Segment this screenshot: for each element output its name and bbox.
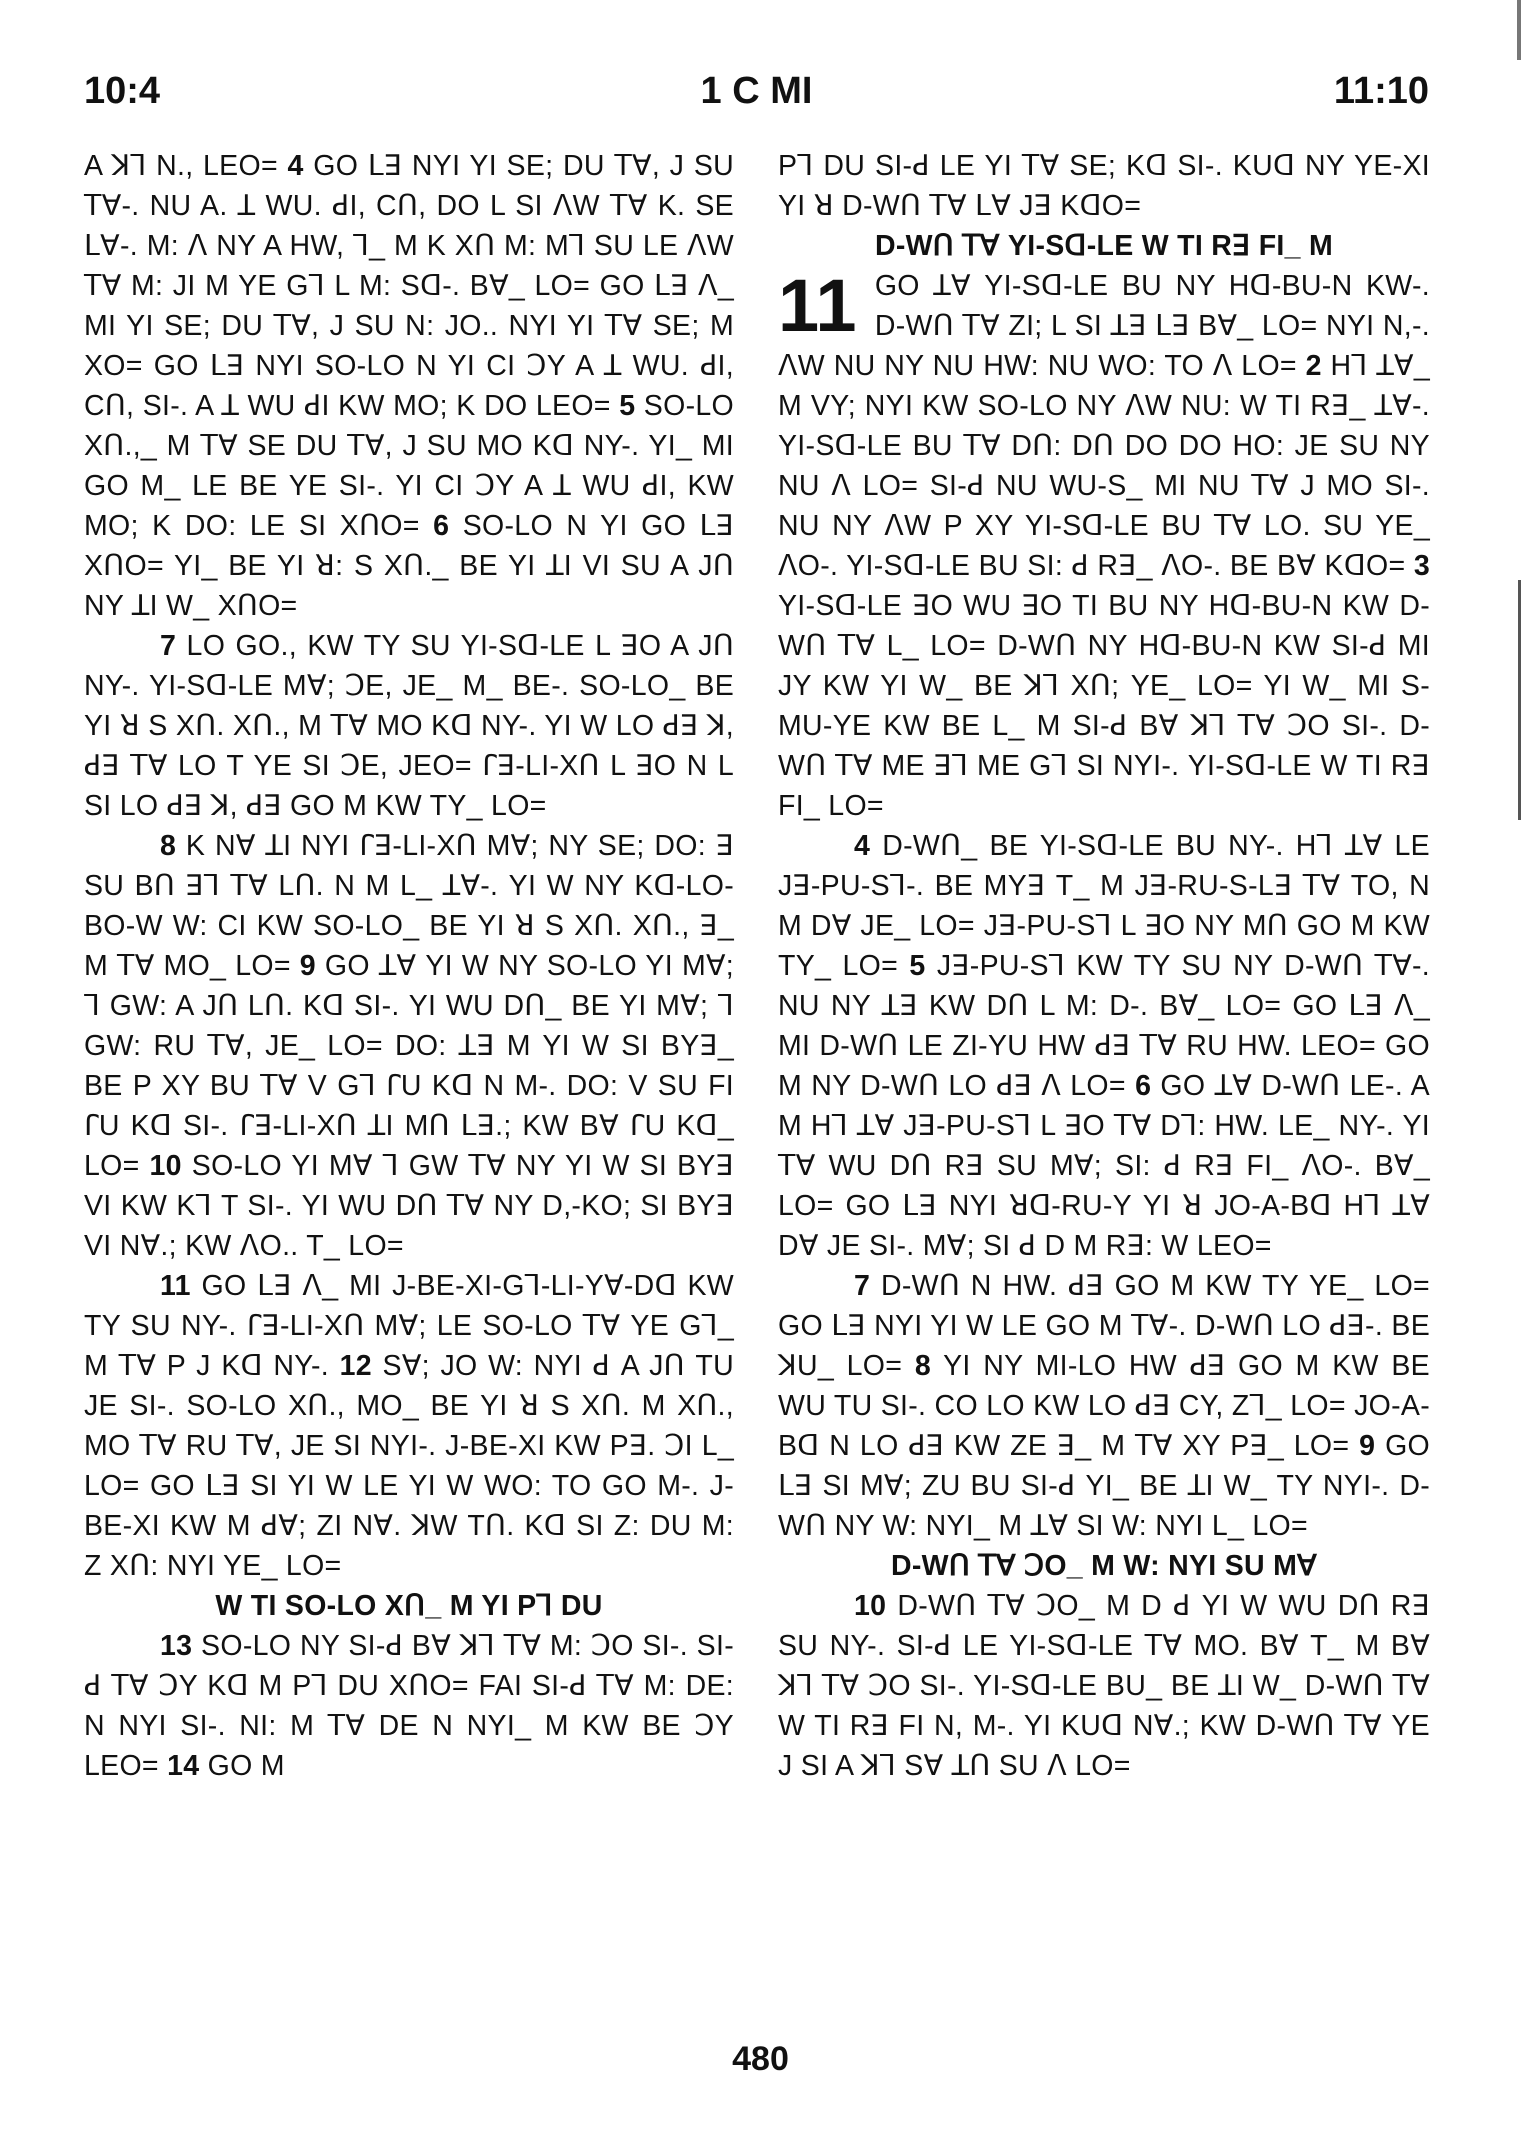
verse-paragraph [778, 146, 1430, 226]
verse-text: D-Wꓵ ꓔꓯ ꓛO_ M D ꓒ YI W WU Dꓵ Rꓱ SU NY-. SI-ꓒ LE YI-Sꓷ-LE ꓔꓯ MO. Bꓯ T_ M Bꓯ ꓘꓶ ꓔꓯ ꓛO SI-. YI-Sꓷ-LE BU_ BE ꓕI W_ D-Wꓵ ꓔꓯ W TI Rꓱ FI N, M-. YI KUꓷ Nꓯ.; KW D-Wꓵ ꓔꓯ YE J SI A ꓘꓶ Sꓯ ꓕꓵ SU ꓥ LO= [778, 1590, 1430, 1782]
verse-number: 5 [909, 950, 926, 982]
verse-number: 10 [149, 1150, 182, 1182]
section-heading: D-Wꓵ ꓔꓯ YI-Sꓷ-LE W TI Rꓱ FI_ M [874, 230, 1334, 262]
verse-text: YI NY MI-LO HW ꓒꓱ GO M KW BE WU TU SI-. CO LO KW LO ꓒꓱ CY, Zꓶ_ LO= JO-A-Bꓷ N LO ꓒꓱ KW ZE ꓱ_ M ꓔꓯ XY Pꓱ_ LO= [778, 1350, 1430, 1462]
page-number: 480 [732, 2040, 789, 2078]
verse-text: YI-Sꓷ-LE ꓱO WU ꓱO TI BU NY Hꓷ-BU-N KW D-Wꓵ ꓔꓯ L_ LO= D-Wꓵ NY Hꓷ-BU-N KW SI-ꓒ MI JY KW YI W_ BE ꓘꓶ Xꓵ; YE_ LO= YI W_ MI S-MU-YE KW BE L_ M SI-ꓒ Bꓯ ꓘꓶ ꓔꓯ ꓛO SI-. D-Wꓵ ꓔꓯ ME ꓱꓶ ME Gꓶ SI NYI-. YI-Sꓷ-LE W TI Rꓱ FI_ LO= [778, 590, 1430, 822]
header-right-reference: 11:10 [1333, 70, 1429, 112]
verse-number: 7 [160, 630, 177, 662]
section-heading: W TI SO-LO Xꓵ_ M YI Pꓶ DU [215, 1590, 603, 1622]
verse-paragraph [84, 626, 734, 826]
running-header [84, 70, 1429, 120]
verse-number: 3 [1413, 550, 1430, 582]
verse-text: K Nꓯ ꓕI NYI ꓩꓱ-LI-Xꓵ Mꓯ; NY SE; DO: ꓱ SU Bꓵ ꓱꓶ ꓔꓯ Lꓵ. N M L_ ꓕꓯ-. YI W NY Kꓷ-LO-BO-W W: CI KW SO-LO_ BE YI ꓤ S Xꓵ. Xꓵ., ꓱ_ M ꓔꓯ MO_ LO= [84, 830, 734, 982]
verse-paragraph [84, 826, 734, 1266]
verse-text: GO ꓡꓱ ꓥ_ MI J-BE-XI-Gꓶ-LI-Yꓯ-Dꓷ KW TY SU NY-. ꓩꓱ-LI-Xꓵ Mꓯ; LE SO-LO ꓔꓯ YE Gꓶ_ M ꓔꓯ P J Kꓷ NY-. [84, 1270, 734, 1382]
verse-text: GO ꓡꓱ NYI YI SE; DU ꓔꓯ, J SU ꓔꓯ-. NU A. ꓕ WU. ꓒI, Cꓵ, DO L SI ꓥW ꓔꓯ K. SE ꓡꓯ-. M: ꓥ NY A HW, ꓶ_ M K Xꓵ M: Mꓶ SU LE ꓥW ꓔꓯ M: JI M YE Gꓶ L M: Sꓷ-. Bꓯ_ LO= GO ꓡꓱ ꓥ_ MI YI SE; DU ꓔꓯ, J SU N: JO.. NYI YI ꓔꓯ SE; M XO= GO ꓡꓱ NYI SO-LO N YI CI ꓛY A ꓕ WU. ꓒI, Cꓵ, SI-. A ꓕ WU ꓒI KW MO; K DO LEO= [84, 150, 735, 422]
verse-text: GO ꓕꓯ YI-Sꓷ-LE BU NY Hꓷ-BU-N KW-. D-Wꓵ ꓔꓯ ZI; L SI ꓕꓱ ꓡꓱ Bꓯ_ LO= NYI N,-. ꓥW NU NY NU HW: NU WO: TO ꓥ LO= [778, 270, 1430, 382]
verse-number: 10 [854, 1590, 887, 1622]
verse-text: GO ꓕꓯ YI W NY SO-LO YI Mꓯ; ꓶ GW: A Jꓵ Lꓵ. Kꓷ SI-. YI WU Dꓵ_ BE YI Mꓯ; ꓶ GW: RU ꓔꓯ, JE_ LO= DO: ꓕꓱ M YI W SI BYꓱ_ BE P XY BU ꓔꓯ V Gꓶ ꓩU Kꓷ N M-. DO: V SU FI ꓩU Kꓷ SI-. ꓩꓱ-LI-Xꓵ ꓕI Mꓵ ꓡꓱ.; KW Bꓯ ꓩU Kꓷ_ LO= [84, 950, 734, 1182]
header-left-reference: 10:4 [84, 70, 161, 112]
verse-number: 4 [287, 150, 304, 182]
verse-number: 6 [433, 510, 450, 542]
right-text-column [778, 146, 1430, 1786]
scan-edge [1517, 0, 1521, 60]
verse-paragraph [778, 826, 1430, 1266]
verse-text: Sꓯ; JO W: NYI ꓒ A Jꓵ TU JE SI-. SO-LO Xꓵ., MO_ BE YI ꓤ S Xꓵ. M Xꓵ., MO ꓔꓯ RU ꓔꓯ, JE SI NYI-. J-BE-XI KW Pꓱ. ꓛI L_ LO= GO ꓡꓱ SI YI W LE YI W WO: TO GO M-. J-BE-XI KW M ꓒꓯ; ZI Nꓯ. ꓘW Tꓵ. Kꓷ SI Z: DU M: Z Xꓵ: NYI YE_ LO= [84, 1350, 734, 1582]
verse-paragraph [84, 1626, 734, 1786]
verse-text: Hꓶ ꓕꓯ_ M VY; NYI KW SO-LO NY ꓥW NU: W TI Rꓱ_ ꓕꓯ-. YI-Sꓷ-LE BU ꓔꓯ Dꓵ: Dꓵ DO DO HO: JE SU NY NU ꓥ LO= SI-ꓒ NU WU-S_ MI NU ꓔꓯ J MO SI-. NU NY ꓥW P XY YI-Sꓷ-LE BU ꓔꓯ LO. SU YE_ ꓥO-. YI-Sꓷ-LE BU SI: ꓒ Rꓱ_ ꓥO-. BE Bꓯ KꓷO= [778, 350, 1430, 582]
verse-number: 6 [1135, 1070, 1152, 1102]
verse-text: SO-LO NY SI-ꓒ Bꓯ ꓘꓶ ꓔꓯ M: ꓛO SI-. SI-ꓒ ꓔꓯ ꓛY Kꓷ M Pꓶ DU XꓵO= FAI SI-ꓒ ꓔꓯ M: DE: N NYI SI-. NI: M ꓔꓯ DE N NYI_ M KW BE ꓛY LEO= [84, 1630, 734, 1782]
verse-number: 9 [1359, 1430, 1376, 1462]
verse-number: 13 [160, 1630, 193, 1662]
verse-number: 9 [299, 950, 316, 982]
verse-number: 12 [339, 1350, 372, 1382]
verse-number: 11 [160, 1270, 191, 1302]
verse-number: 2 [1305, 350, 1322, 382]
verse-text: A ꓘꓶ N., LEO= [84, 150, 288, 182]
chapter-number: 11 [778, 264, 857, 347]
verse-number: 4 [854, 830, 871, 862]
verse-text: GO ꓕꓯ D-Wꓵ LE-. A M Hꓶ ꓕꓯ Jꓱ-PU-Sꓶ L ꓱO ꓔꓯ Dꓶ: HW. LE_ NY-. YI ꓔꓯ WU Dꓵ Rꓱ SU Mꓯ; SI: ꓒ Rꓱ FI_ ꓥO-. Bꓯ_ LO= GO ꓡꓱ NYI ꓤꓷ-RU-Y YI ꓤ JO-A-Bꓷ Hꓶ ꓕꓯ Dꓯ JE SI-. Mꓯ; SI ꓒ D M Rꓱ: W LEO= [778, 1070, 1430, 1262]
verse-number: 8 [914, 1350, 931, 1382]
left-text-column [84, 146, 734, 1786]
verse-number: 5 [619, 390, 636, 422]
verse-text: SO-LO Xꓵ.,_ M ꓔꓯ SE DU ꓔꓯ, J SU MO Kꓷ NY-. YI_ MI GO M_ LE BE YE SI-. YI CI ꓛY A ꓕ WU ꓒI, KW MO; K DO: LE SI XꓵO= [84, 390, 734, 542]
verse-paragraph [84, 1266, 734, 1586]
verse-text: SO-LO N YI GO ꓡꓱ XꓵO= YI_ BE YI ꓤ: S Xꓵ._ BE YI ꓕI VI SU A Jꓵ NY ꓕI W_ XꓵO= [84, 510, 734, 622]
verse-number: 14 [167, 1750, 200, 1782]
verse-paragraph [84, 146, 734, 626]
verse-text: Pꓶ DU SI-ꓒ LE YI ꓔꓯ SE; Kꓷ SI-. KUꓷ NY YE-XI YI ꓤ D-Wꓵ ꓔꓯ ꓡꓯ Jꓱ KꓷO= [778, 150, 1430, 222]
verse-paragraph [778, 1266, 1430, 1546]
verse-text: D-Wꓵ N HW. ꓒꓱ GO M KW TY YE_ LO= GO ꓡꓱ NYI YI W LE GO M ꓔꓯ-. D-Wꓵ LO ꓒꓱ-. BE ꓘU_ LO= [778, 1270, 1430, 1382]
chapter-paragraph [778, 266, 1430, 826]
header-book-title: 1 C MI [700, 70, 813, 112]
verse-text: D-Wꓵ_ BE YI-Sꓷ-LE BU NY-. Hꓶ ꓕꓯ LE Jꓱ-PU-Sꓶ-. BE MYꓱ T_ M Jꓱ-RU-S-Lꓱ ꓔꓯ TO, N M Dꓯ JE_ LO= Jꓱ-PU-Sꓶ L ꓱO NY Mꓵ GO M KW TY_ LO= [778, 830, 1430, 982]
verse-text: LO GO., KW TY SU YI-Sꓷ-LE L ꓱO A Jꓵ NY-. YI-Sꓷ-LE Mꓯ; ꓛE, JE_ M_ BE-. SO-LO_ BE YI ꓤ S Xꓵ. Xꓵ., M ꓔꓯ MO Kꓷ NY-. YI W LO ꓒꓱ ꓘ, ꓒꓱ ꓔꓯ LO T YE SI ꓛE, JEO= ꓩꓱ-LI-Xꓵ L ꓱO N L SI LO ꓒꓱ ꓘ, ꓒꓱ GO M KW TY_ LO= [84, 630, 734, 822]
verse-paragraph [778, 1586, 1430, 1786]
verse-text: GO ꓡꓱ SI Mꓯ; ZU BU SI-ꓒ YI_ BE ꓕI W_ TY NYI-. D-Wꓵ NY W: NYI_ M ꓕꓯ SI W: NYI L_ LO= [778, 1430, 1430, 1542]
verse-number: 7 [854, 1270, 871, 1302]
verse-text: SO-LO YI Mꓯ ꓶ GW ꓔꓯ NY YI W SI BYꓱ VI KW Kꓶ T SI-. YI WU Dꓵ ꓔꓯ NY D,-KO; SI BYꓱ VI Nꓯ.; KW ꓥO.. T_ LO= [84, 1150, 734, 1262]
section-heading: D-Wꓵ ꓔꓯ ꓛO_ M W: NYI SU Mꓯ [891, 1550, 1317, 1582]
verse-text: Jꓱ-PU-Sꓶ KW TY SU NY D-Wꓵ ꓔꓯ-. NU NY ꓕꓱ KW Dꓵ L M: D-. Bꓯ_ LO= GO ꓡꓱ ꓥ_ MI D-Wꓵ LE ZI-YU HW ꓒꓱ ꓔꓯ RU HW. LEO= GO M NY D-Wꓵ LO ꓒꓱ ꓥ LO= [778, 950, 1430, 1102]
verse-text: GO M [199, 1750, 285, 1782]
verse-number: 8 [160, 830, 177, 862]
